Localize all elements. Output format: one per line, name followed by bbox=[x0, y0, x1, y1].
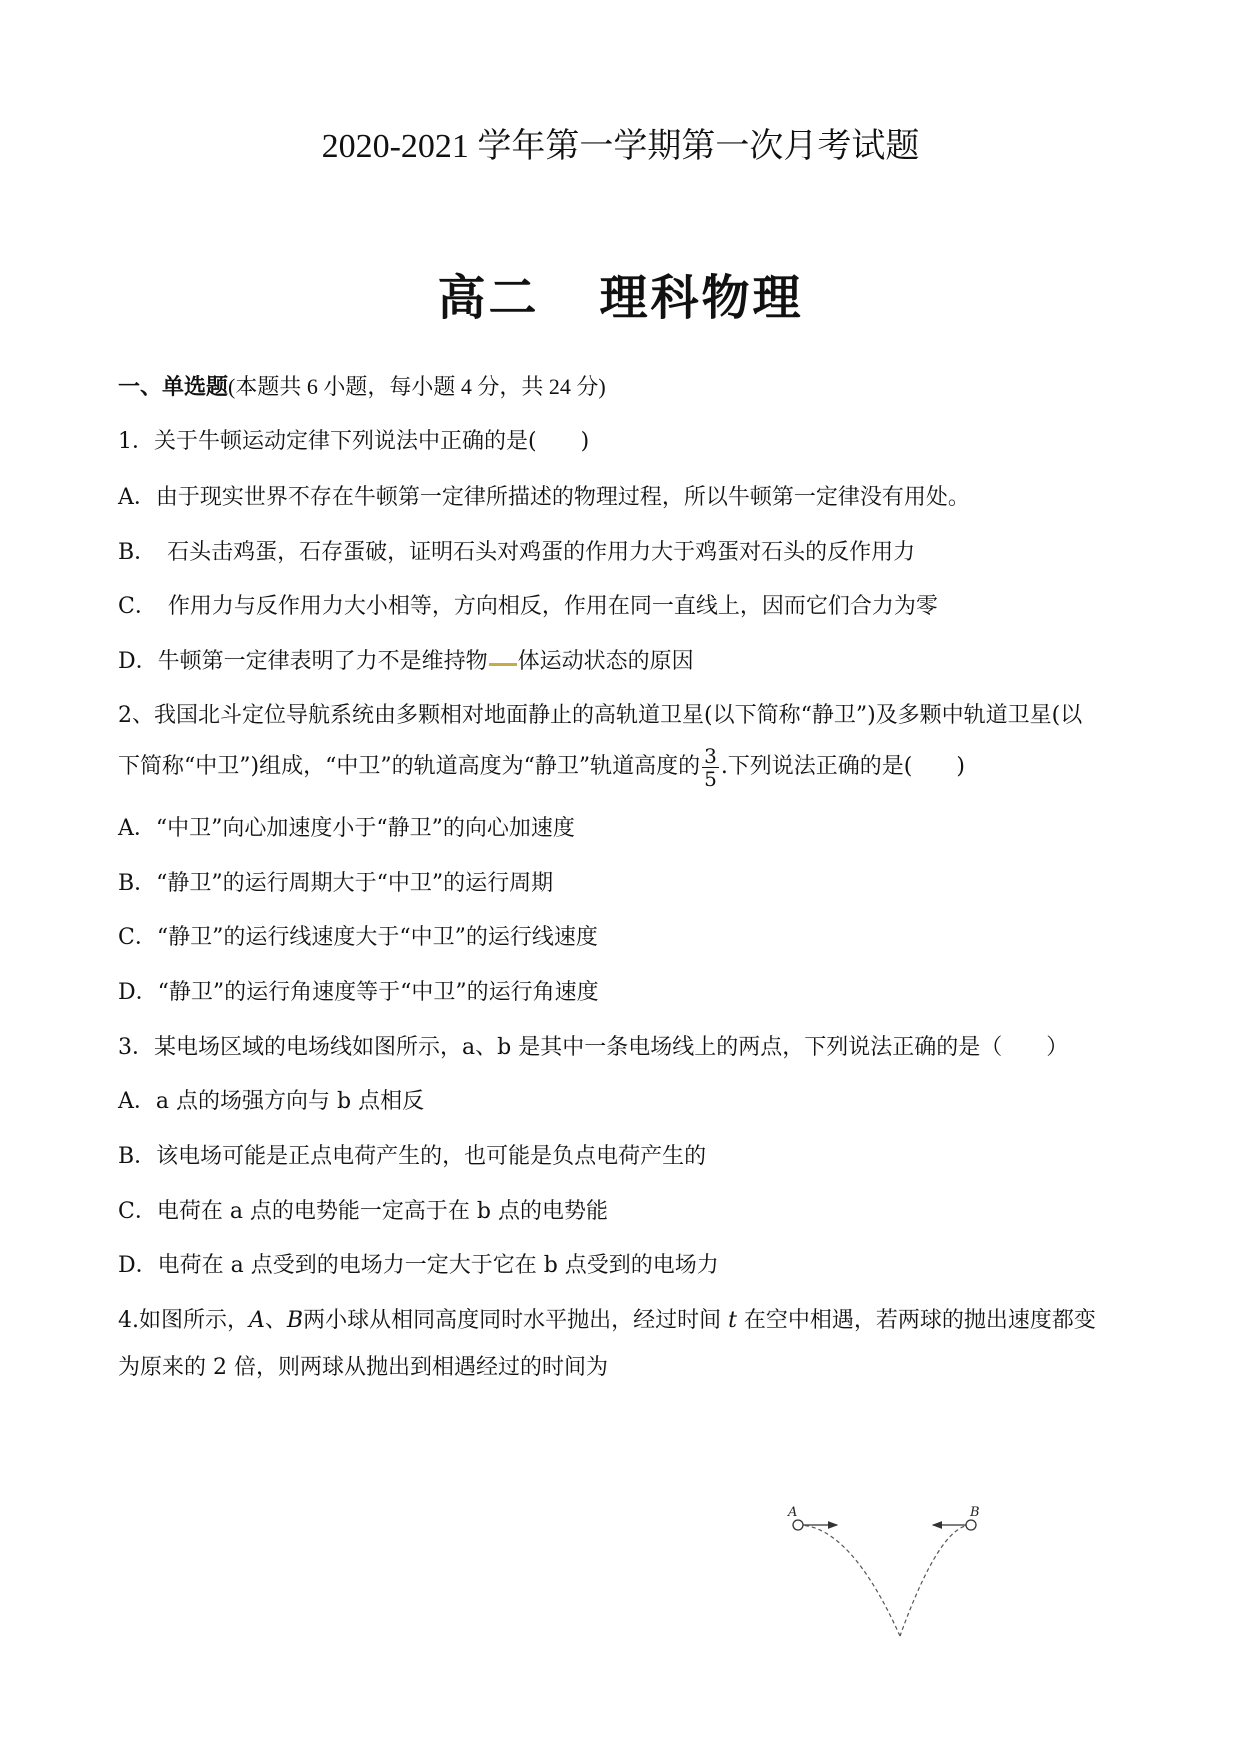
q1-option-c: C． 作用力与反作用力大小相等，方向相反，作用在同一直线上，因而它们合力为零 bbox=[118, 594, 938, 619]
q4-stem-line1 bbox=[118, 1306, 1096, 1336]
q2-stem-line2-pre: 下简称“中卫”)组成，“中卫”的轨道高度为“静卫”轨道高度的 bbox=[118, 754, 701, 779]
q2-stem-line2-post: .下列说法正确的是( ) bbox=[720, 754, 965, 779]
trajectory-a bbox=[798, 1525, 900, 1636]
figure-label-b: B bbox=[970, 1505, 980, 1520]
q2-option-c: C．“静卫”的运行线速度大于“中卫”的运行线速度 bbox=[118, 925, 598, 950]
grade-label: 高二 bbox=[437, 270, 540, 326]
q3-option-b: B．该电场可能是正点电荷产生的，也可能是负点电荷产生的 bbox=[118, 1144, 707, 1169]
q2-stem-line2 bbox=[118, 742, 965, 792]
q1-stem: 1．关于牛顿运动定律下列说法中正确的是( ) bbox=[118, 429, 590, 454]
time-variable: t bbox=[728, 1308, 737, 1333]
section-label: 一、单选题 bbox=[118, 375, 229, 400]
subject-label: 理科物理 bbox=[599, 270, 804, 326]
q3-stem: 3．某电场区域的电场线如图所示，a、b 是其中一条电场线上的两点，下列说法正确的是（ ） bbox=[118, 1035, 1069, 1060]
q3-option-a: A．a 点的场强方向与 b 点相反 bbox=[118, 1089, 425, 1114]
section-header bbox=[118, 372, 606, 403]
q2-option-d: D．“静卫”的运行角速度等于“中卫”的运行角速度 bbox=[118, 980, 599, 1005]
ball-a-label: A bbox=[249, 1308, 265, 1333]
q1-option-d bbox=[118, 647, 694, 677]
q4-stem-line2: 为原来的 2 倍，则两球从抛出到相遇经过的时间为 bbox=[118, 1355, 608, 1380]
q4-stem-text-3: 在空中相遇，若两球的抛出速度都变 bbox=[736, 1308, 1096, 1333]
q4-separator: 、 bbox=[264, 1308, 287, 1333]
q4-stem-text-2: 两小球从相同高度同时水平抛出，经过时间 bbox=[303, 1308, 729, 1333]
figure-label-a: A bbox=[788, 1505, 798, 1520]
projectile-diagram bbox=[770, 1500, 1000, 1650]
q3-option-c: C．电荷在 a 点的电势能一定高于在 b 点的电势能 bbox=[118, 1199, 609, 1224]
ball-b-label: B bbox=[286, 1308, 304, 1333]
fraction-numerator: 3 bbox=[704, 743, 717, 768]
q1-option-a: A．由于现实世界不存在牛顿第一定律所描述的物理过程，所以牛顿第一定律没有用处。 bbox=[118, 485, 970, 510]
trajectory-b bbox=[900, 1525, 971, 1636]
exam-title: 2020-2021 学年第一学期第一次月考试题 bbox=[321, 128, 920, 165]
ball-b bbox=[966, 1520, 976, 1530]
q1-option-b: B． 石头击鸡蛋，石存蛋破，证明石头对鸡蛋的作用力大于鸡蛋对石头的反作用力 bbox=[118, 540, 916, 565]
q4-stem-text-1: 4.如图所示， bbox=[118, 1308, 249, 1333]
subject-title bbox=[0, 268, 1241, 328]
fraction bbox=[702, 745, 719, 790]
q1-option-d-text-2: 体运动状态的原因 bbox=[517, 649, 694, 674]
section-note: (本题共 6 小题，每小题 4 分，共 24 分) bbox=[228, 374, 606, 399]
q3-option-d: D．电荷在 a 点受到的电场力一定大于它在 b 点受到的电场力 bbox=[118, 1253, 719, 1278]
q2-option-a: A．“中卫”向心加速度小于“静卫”的向心加速度 bbox=[118, 816, 575, 841]
q2-option-b: B．“静卫”的运行周期大于“中卫”的运行周期 bbox=[118, 871, 554, 896]
q2-stem-line1: 2、我国北斗定位导航系统由多颗相对地面静止的高轨道卫星(以下简称“静卫”)及多颗中轨道卫星(以 bbox=[118, 703, 1083, 728]
fraction-denominator: 5 bbox=[704, 766, 717, 791]
q1-option-d-text-1: D．牛顿第一定律表明了力不是维持物 bbox=[118, 649, 488, 674]
ball-a bbox=[793, 1520, 803, 1530]
highlight-mark bbox=[489, 663, 517, 666]
